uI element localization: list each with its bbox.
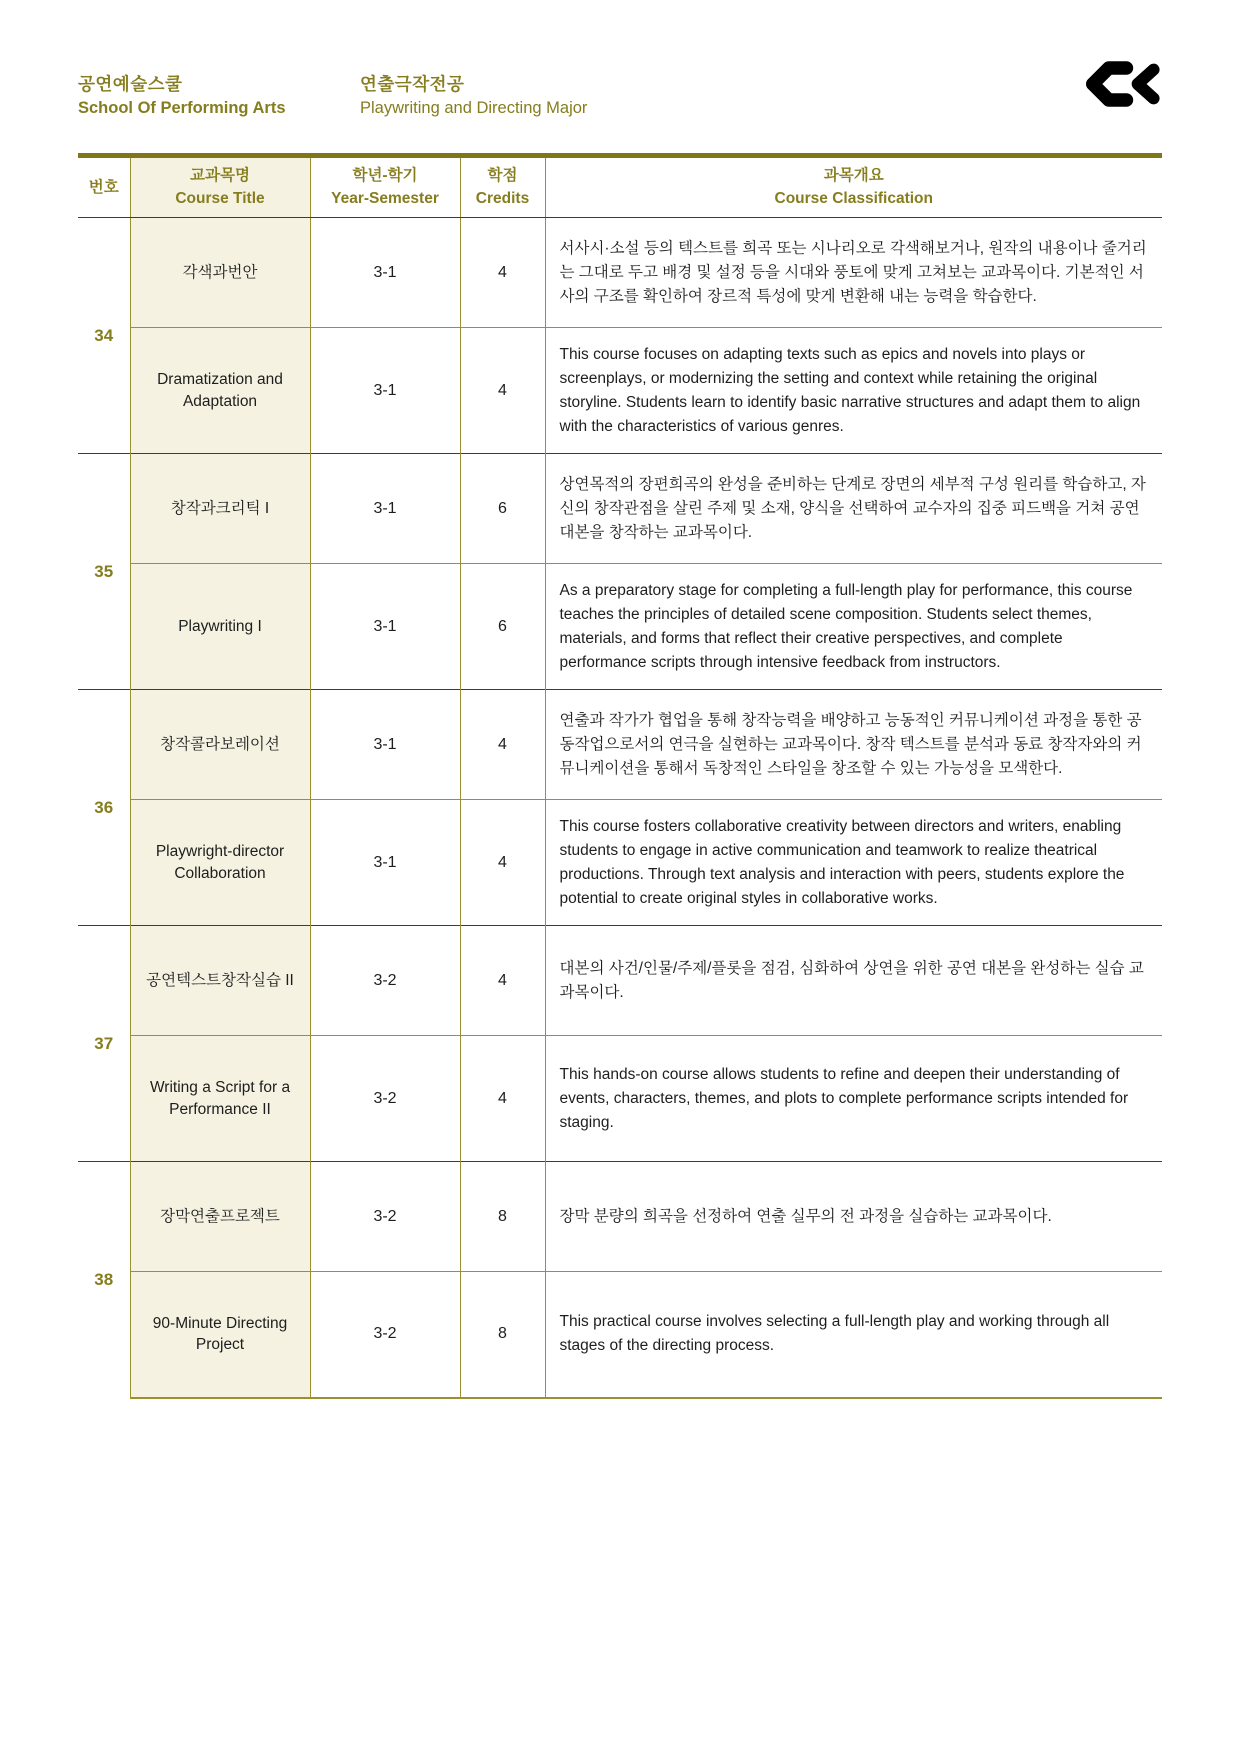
school-title-block [78, 72, 360, 121]
school-name-kr: 공연예술스쿨 [78, 74, 183, 94]
header-row [78, 156, 1162, 218]
course-number: 34 [78, 218, 130, 454]
col-header-credits-kr: 학점 [487, 167, 518, 185]
course-title-en: Dramatization and Adaptation [130, 328, 310, 454]
page-header [0, 0, 1240, 121]
school-name-en: School Of Performing Arts [78, 99, 286, 118]
col-header-credits-en: Credits [475, 189, 530, 207]
course-description-en: This practical course involves selecting a full-length play and working through all stages of the directing process. [545, 1272, 1162, 1398]
course-title-en: Playwriting I [130, 564, 310, 690]
year-semester-kr: 3-1 [310, 218, 460, 328]
course-description-en: This course fosters collaborative creativity between directors and writers, enabling students to engage in active communication and teamwork to realize theatrical productions. Through text analysis and interaction with peers, students explore the potential to create original styles in collaborative works. [545, 800, 1162, 926]
course-row-english [78, 328, 1162, 454]
year-semester-kr: 3-2 [310, 926, 460, 1036]
major-name-kr: 연출극작전공 [360, 74, 465, 94]
course-row-english [78, 1272, 1162, 1398]
major-title-block [360, 72, 642, 121]
credits-kr: 4 [460, 926, 545, 1036]
credits-en: 6 [460, 564, 545, 690]
course-row-korean [78, 1162, 1162, 1272]
credits-kr: 8 [460, 1162, 545, 1272]
year-semester-en: 3-1 [310, 564, 460, 690]
course-row-english [78, 1036, 1162, 1162]
course-number: 35 [78, 454, 130, 690]
col-header-course-classification-kr: 과목개요 [823, 167, 884, 185]
credits-kr: 6 [460, 454, 545, 564]
course-row-english [78, 800, 1162, 926]
credits-kr: 4 [460, 218, 545, 328]
col-header-course-classification [545, 156, 1162, 218]
col-header-year-semester [310, 156, 460, 218]
course-number: 37 [78, 926, 130, 1162]
course-title-kr: 공연텍스트창작실습 II [130, 926, 310, 1036]
course-number: 38 [78, 1162, 130, 1398]
col-header-number [78, 156, 130, 218]
course-description-en: As a preparatory stage for completing a full-length play for performance, this course teaches the principles of detailed scene composition. Students select themes, materials, and forms that reflect their creative perspectives, and complete performance scripts through intensive feedback from instructors. [545, 564, 1162, 690]
course-table-body [78, 218, 1162, 1398]
course-title-kr: 장막연출프로젝트 [130, 1162, 310, 1272]
course-row-korean [78, 454, 1162, 564]
year-semester-kr: 3-1 [310, 454, 460, 564]
course-description-kr: 연출과 작가가 협업을 통해 창작능력을 배양하고 능동적인 커뮤니케이션 과정을 통한 공동작업으로서의 연극을 실현하는 교과목이다. 창작 텍스트를 분석과 동료 창작자와의 커뮤니케이션을 통해서 독창적인 스타일을 창조할 수 있는 가능성을 모색한다. [545, 690, 1162, 800]
col-header-year-semester-en: Year-Semester [331, 189, 439, 207]
course-title-kr: 각색과번안 [130, 218, 310, 328]
col-header-course-title-kr: 교과목명 [190, 167, 250, 185]
credits-en: 8 [460, 1272, 545, 1398]
course-title-en: Writing a Script for a Performance II [130, 1036, 310, 1162]
year-semester-kr: 3-1 [310, 690, 460, 800]
course-title-en: 90-Minute Directing Project [130, 1272, 310, 1398]
year-semester-en: 3-2 [310, 1272, 460, 1398]
course-row-korean [78, 690, 1162, 800]
credits-en: 4 [460, 800, 545, 926]
col-header-number-kr: 번호 [88, 178, 119, 196]
course-title-kr: 창작콜라보레이션 [130, 690, 310, 800]
course-description-en: This hands-on course allows students to refine and deepen their understanding of events, characters, themes, and plots to complete performance scripts intended for staging. [545, 1036, 1162, 1162]
year-semester-en: 3-1 [310, 800, 460, 926]
course-description-en: This course focuses on adapting texts such as epics and novels into plays or screenplays, or modernizing the setting and context while retaining the original storyline. Students learn to identify basic narrative structures and adapt them to align with the characteristics of various genres. [545, 328, 1162, 454]
course-number: 36 [78, 690, 130, 926]
credits-en: 4 [460, 1036, 545, 1162]
course-description-kr: 상연목적의 장편희곡의 완성을 준비하는 단계로 장면의 세부적 구성 원리를 학습하고, 자신의 창작관점을 살린 주제 및 소재, 양식을 선택하여 교수자의 집중 피드백을 거쳐 공연대본을 창작하는 교과목이다. [545, 454, 1162, 564]
course-description-kr: 서사시·소설 등의 텍스트를 희곡 또는 시나리오로 각색해보거나, 원작의 내용이나 줄거리는 그대로 두고 배경 및 설정 등을 시대와 풍토에 맞게 고쳐보는 교과목이다. 기본적인 서사의 구조를 확인하여 장르적 특성에 맞게 변환해 내는 능력을 학습한다. [545, 218, 1162, 328]
year-semester-en: 3-2 [310, 1036, 460, 1162]
col-header-year-semester-kr: 학년-학기 [352, 167, 418, 185]
credits-en: 4 [460, 328, 545, 454]
col-header-course-title-en: Course Title [175, 189, 265, 207]
year-semester-kr: 3-2 [310, 1162, 460, 1272]
major-name-en: Playwriting and Directing Major [360, 99, 588, 118]
year-semester-en: 3-1 [310, 328, 460, 454]
course-table-header [78, 156, 1162, 218]
course-description-kr: 장막 분량의 희곡을 선정하여 연출 실무의 전 과정을 실습하는 교과목이다. [545, 1162, 1162, 1272]
course-title-en: Playwright-director Collaboration [130, 800, 310, 926]
course-table [78, 153, 1162, 1398]
col-header-course-classification-en: Course Classification [774, 189, 933, 207]
col-header-credits [460, 156, 545, 218]
course-row-korean [78, 926, 1162, 1036]
ck-logo-icon [1080, 58, 1160, 110]
course-description-kr: 대본의 사건/인물/주제/플롯을 점검, 심화하여 상연을 위한 공연 대본을 완성하는 실습 교과목이다. [545, 926, 1162, 1036]
col-header-course-title [130, 156, 310, 218]
course-row-korean [78, 218, 1162, 328]
course-title-kr: 창작과크리틱 I [130, 454, 310, 564]
course-row-english [78, 564, 1162, 690]
credits-kr: 4 [460, 690, 545, 800]
